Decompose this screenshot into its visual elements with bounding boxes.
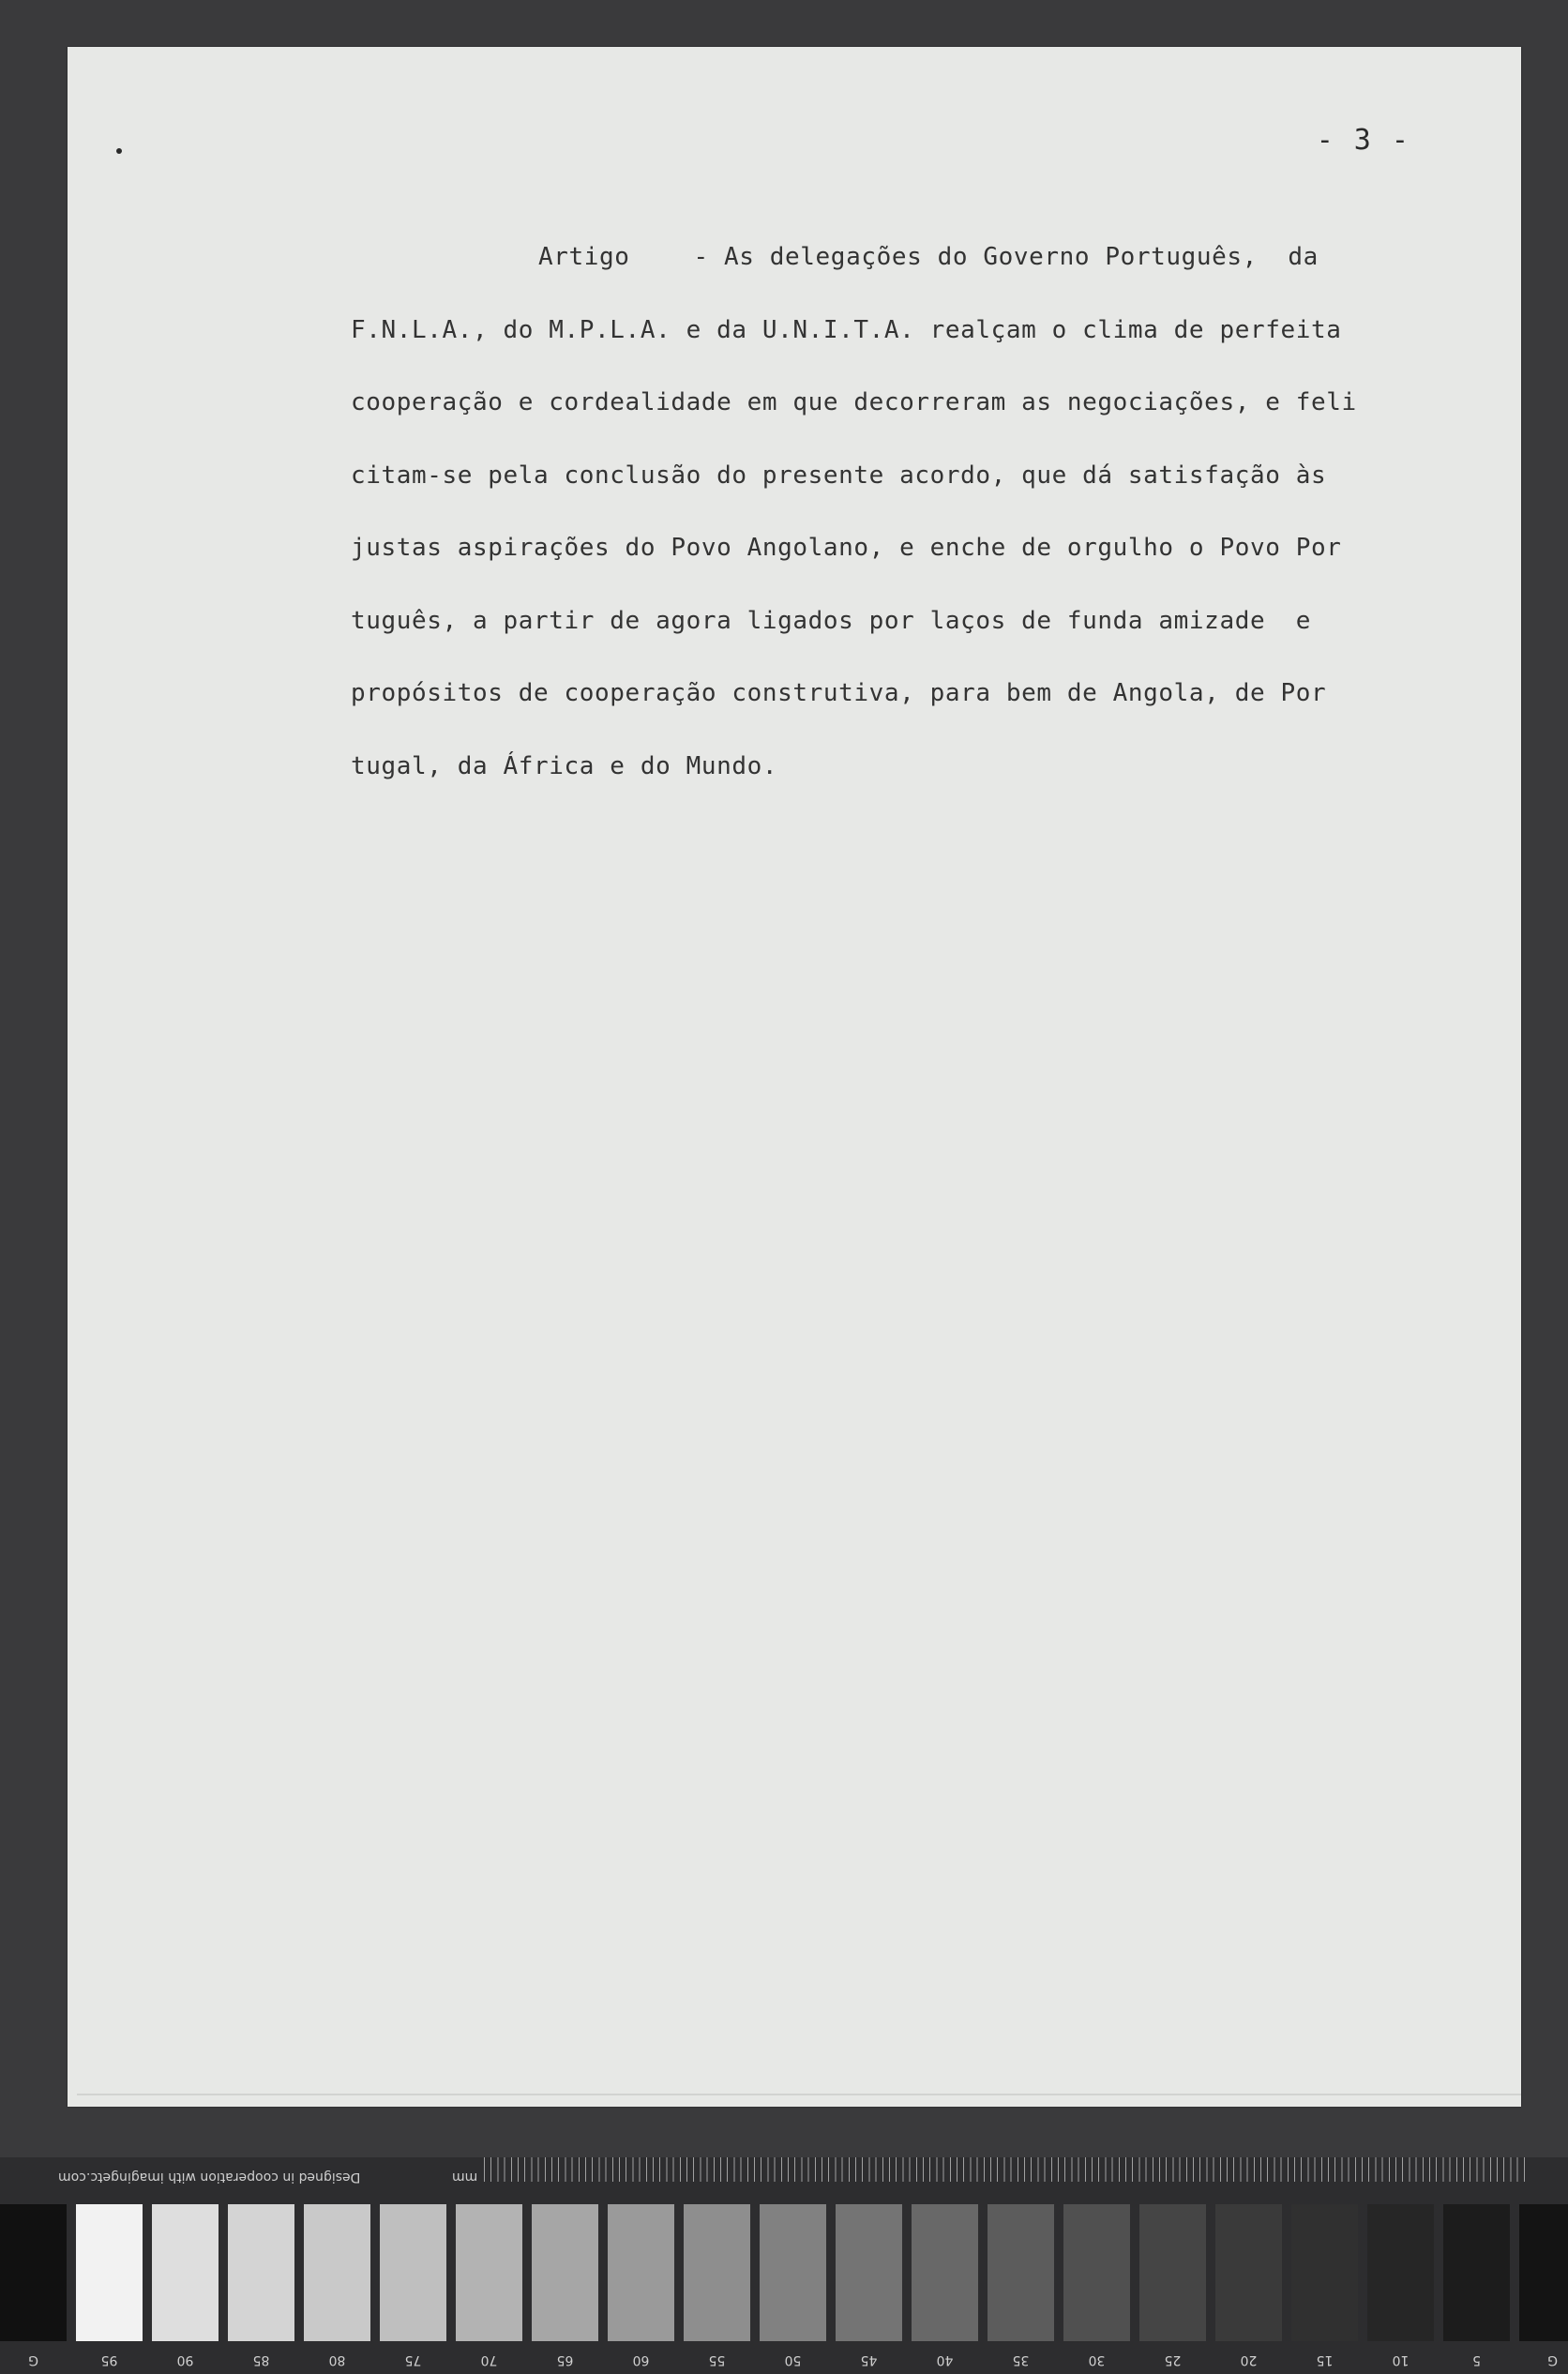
grey-patch-label: G [28,2352,38,2367]
text-line: citam-se pela conclusão do presente acordo, que dá satisfação às [351,461,1327,490]
grey-patch [152,2204,219,2341]
grey-patch-label: 80 [328,2352,346,2367]
grey-patch [1291,2204,1358,2341]
ruler-unit: mm [452,2170,478,2185]
grey-patch [684,2204,750,2341]
grey-patch [228,2204,294,2341]
article-heading: Artigo [538,243,630,271]
grey-patch-label: 65 [556,2352,574,2367]
grey-patch [76,2204,143,2341]
grey-patch-label: 60 [632,2352,650,2367]
grey-patch [1367,2204,1434,2341]
grey-patch [1443,2204,1510,2341]
page-edge [77,2094,1521,2095]
text-line-content: - As delegações do Governo Português, da [693,243,1319,271]
grey-patch-label: 5 [1472,2352,1481,2367]
grey-patches [0,2204,1568,2341]
grey-patch [456,2204,522,2341]
mm-ruler [484,2157,1525,2182]
grey-patch-labels [0,2343,1568,2367]
text-line: tugal, da África e do Mundo. [351,751,778,780]
article-text [351,221,1409,803]
grey-patch-label: 40 [936,2352,954,2367]
page-number: - 3 - [1316,124,1410,157]
grey-patch-label: 95 [100,2352,118,2367]
grey-patch-label: 15 [1316,2352,1334,2367]
grey-patch [304,2204,370,2341]
text-line: justas aspirações do Povo Angolano, e enche de orgulho o Povo Por [351,534,1342,562]
grey-patch-label: 50 [784,2352,802,2367]
grey-patch-label: 10 [1392,2352,1410,2367]
grey-patch [1215,2204,1282,2341]
grey-patch-label: 70 [480,2352,498,2367]
grey-patch-label: 85 [252,2352,270,2367]
ink-speck [116,148,122,154]
text-line [351,221,1409,295]
grey-patch [912,2204,978,2341]
grey-patch-label: 75 [404,2352,422,2367]
grey-patch-label: 30 [1088,2352,1106,2367]
grey-patch-label: 20 [1240,2352,1258,2367]
grey-patch [380,2204,446,2341]
grey-patch [1519,2204,1568,2341]
grey-patch-label: 45 [860,2352,878,2367]
grey-patch [608,2204,674,2341]
text-line: F.N.L.A., do M.P.L.A. e da U.N.I.T.A. realçam o clima de perfeita [351,315,1342,344]
grey-patch [760,2204,826,2341]
text-line: cooperação e cordealidade em que decorreram as negociações, e feli [351,388,1357,416]
target-caption: Designed in cooperation with imagingetc.com [58,2170,361,2185]
grey-patch-label: 35 [1012,2352,1030,2367]
grey-patch [1063,2204,1130,2341]
grey-patch [836,2204,902,2341]
grey-patch-label: 25 [1164,2352,1182,2367]
grey-patch [988,2204,1054,2341]
grey-patch [532,2204,598,2341]
text-line: tuguês, a partir de agora ligados por laços de funda amizade e [351,606,1311,635]
grey-patch [1139,2204,1206,2341]
text-line: propósitos de cooperação construtiva, para bem de Angola, de Por [351,679,1327,707]
grey-patch-label: G [1547,2352,1558,2367]
grey-patch-label: 55 [708,2352,726,2367]
grey-patch-label: 90 [176,2352,194,2367]
grey-patch [0,2204,67,2341]
